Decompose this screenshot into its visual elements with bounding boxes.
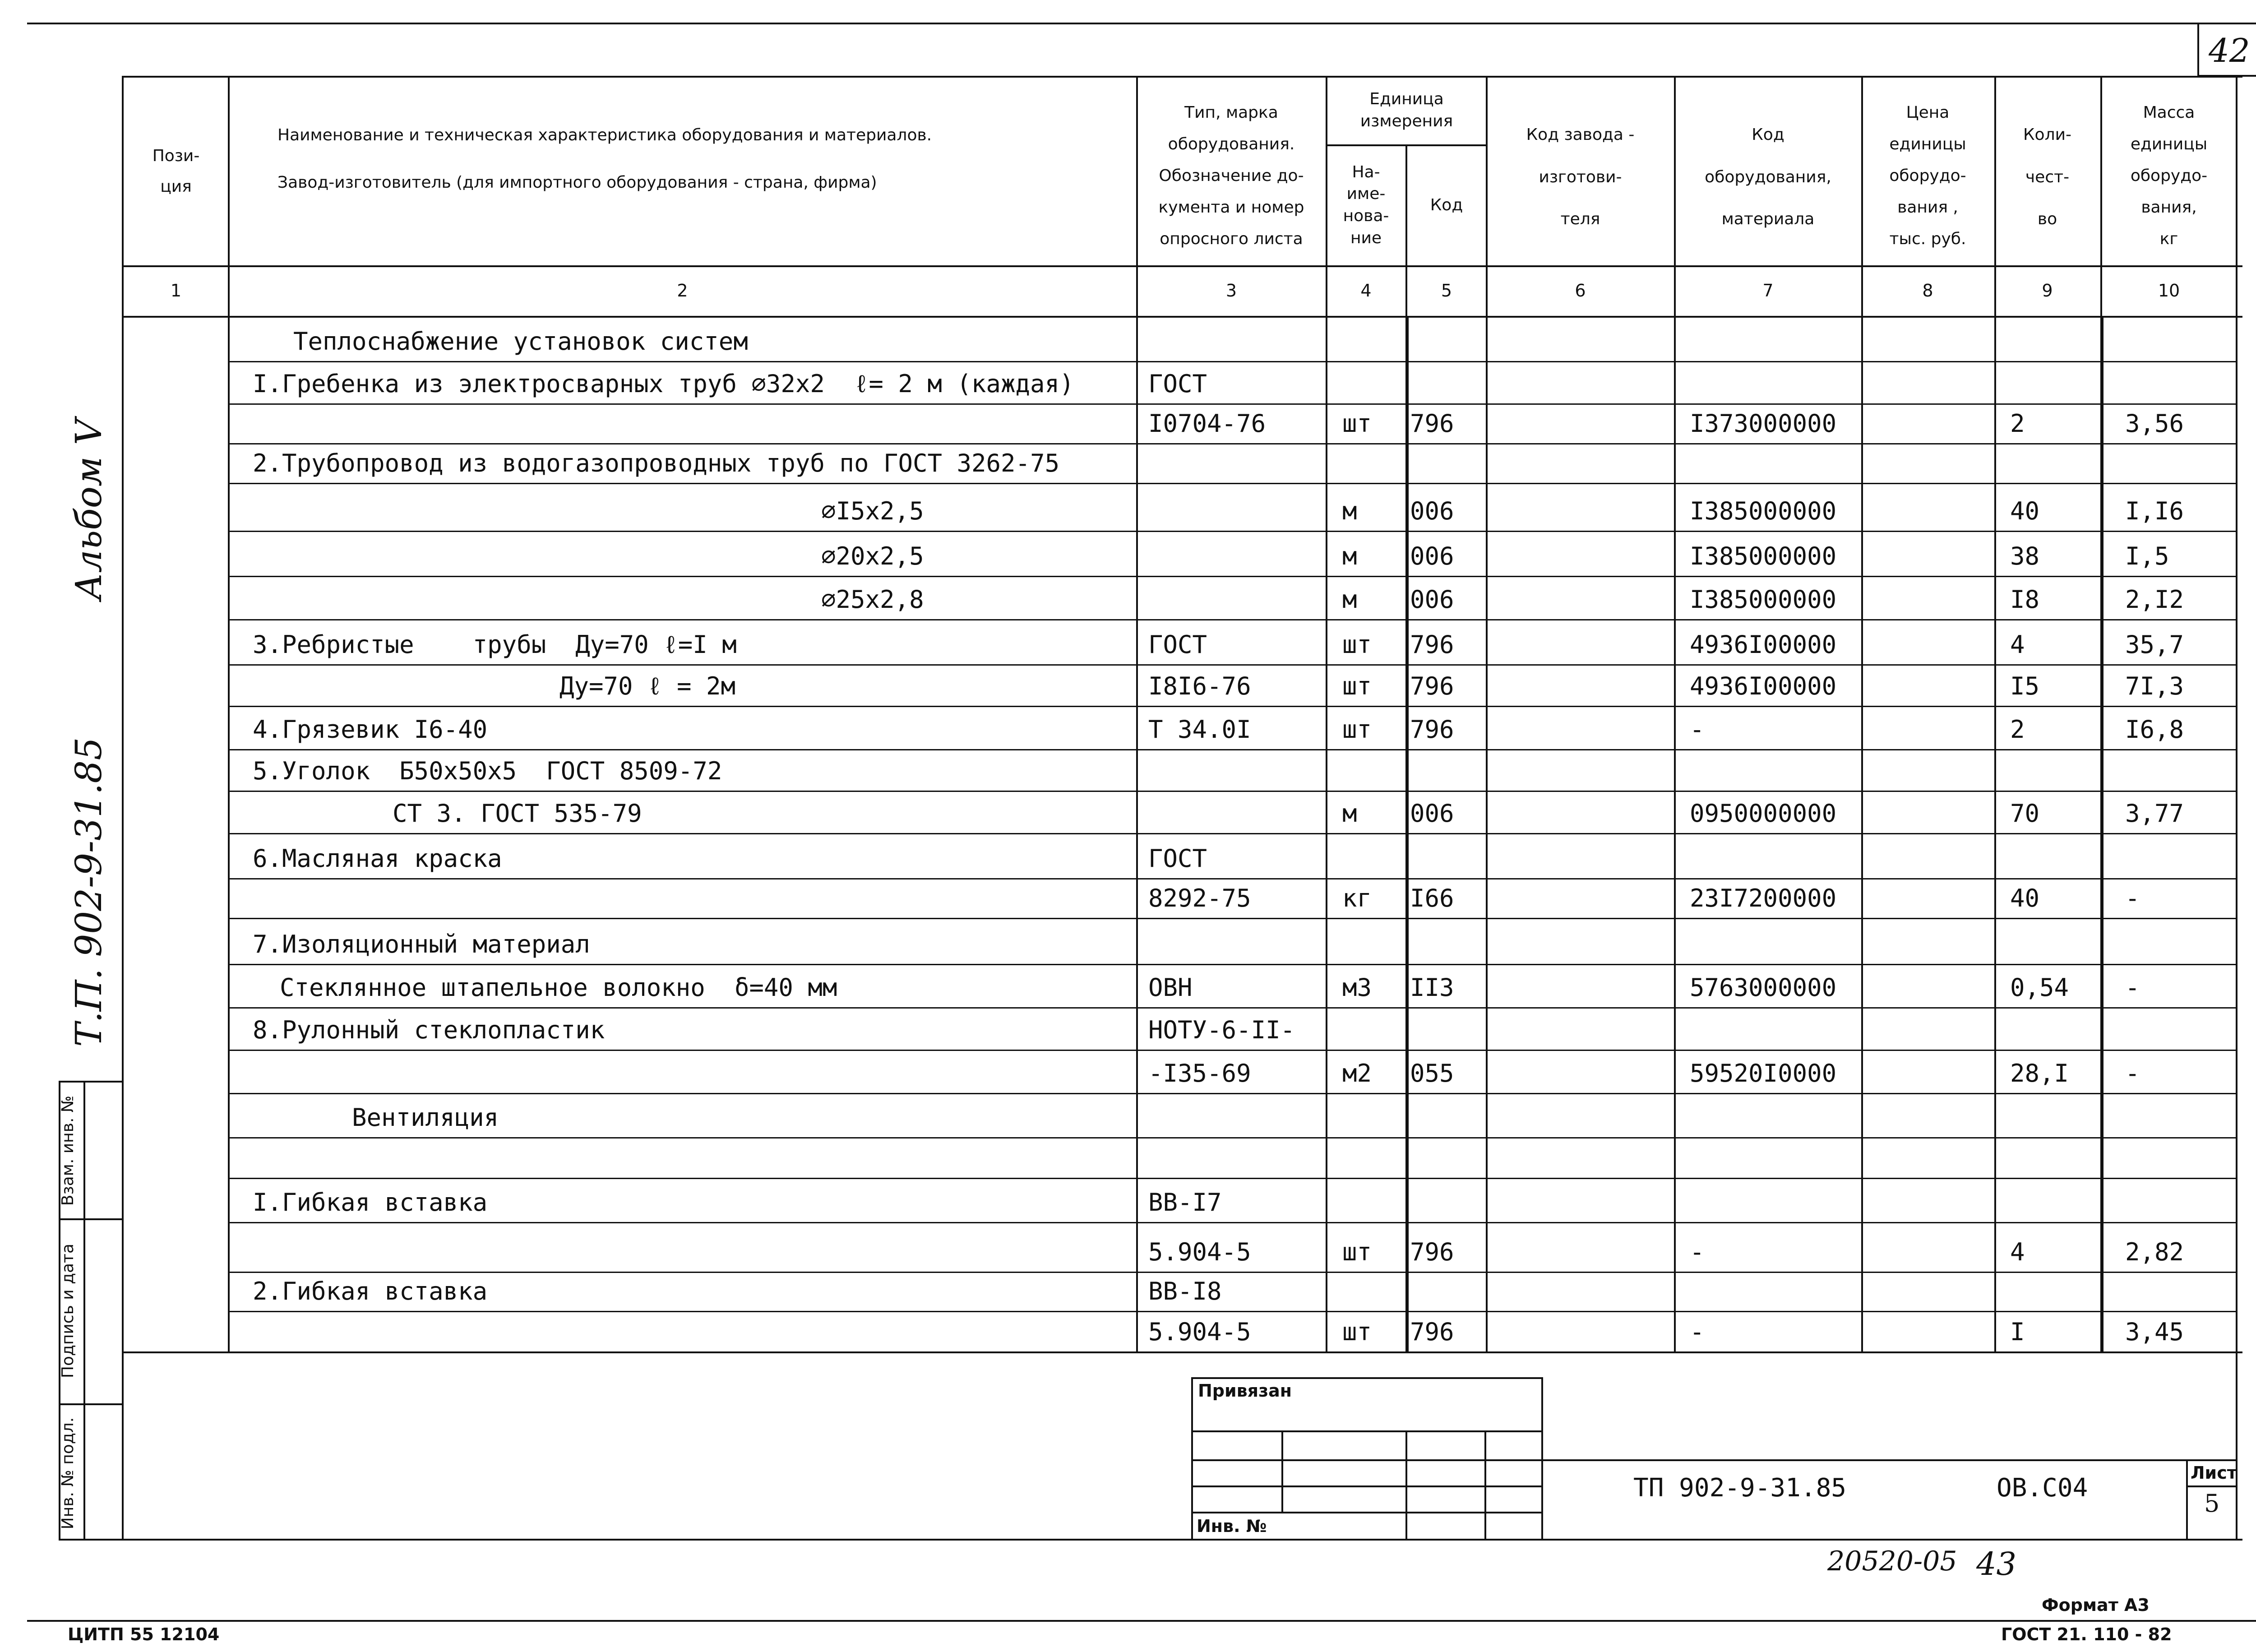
- row-c5: 796: [1410, 715, 1454, 744]
- row-c5: II3: [1410, 973, 1454, 1002]
- list-box-left: [2186, 1459, 2188, 1541]
- header-name: Наименование и техническая характеристика оборудования и материалов.: [277, 125, 932, 144]
- row-name: 3.Ребристые трубы Ду=70 ℓ=I м: [253, 630, 737, 659]
- row-c7: -: [1690, 1318, 1705, 1346]
- row-c9: 28,I: [2010, 1059, 2069, 1087]
- row-c3: ВВ-I7: [1148, 1188, 1222, 1217]
- row-separator: [228, 576, 2236, 577]
- row-c9: 40: [2010, 497, 2040, 525]
- bottom-right-gost: ГОСТ 21. 110 - 82: [2001, 1624, 2172, 1644]
- row-c7: 5763000000: [1690, 973, 1837, 1002]
- list-box-sep: [2186, 1485, 2237, 1487]
- row-c5: 796: [1410, 1318, 1454, 1346]
- tb-col-c: [1405, 1430, 1407, 1539]
- row-c9: 38: [2010, 542, 2040, 570]
- stamp-vzam: Взам. инв. №: [59, 1095, 77, 1206]
- row-name: 2.Гибкая вставка: [253, 1277, 488, 1305]
- header-unit-code: Код: [1430, 195, 1463, 214]
- row-c10: 35,7: [2125, 630, 2184, 659]
- row-separator: [228, 1007, 2236, 1009]
- row-c9: 4: [2010, 1238, 2025, 1266]
- row-c5: 055: [1410, 1059, 1454, 1087]
- row-name: 7.Изоляционный материал: [253, 930, 590, 958]
- row-c10: -: [2125, 973, 2140, 1002]
- row-c10: 3,77: [2125, 799, 2184, 828]
- header-bottom: [122, 265, 2242, 267]
- row-c5: 006: [1410, 497, 1454, 525]
- col-line-1: [228, 76, 230, 1353]
- row-c7: 23I7200000: [1690, 884, 1837, 912]
- row-separator: [228, 443, 2236, 444]
- row-c4: м: [1342, 542, 1357, 570]
- row-c9: I5: [2010, 672, 2040, 700]
- row-c9: 40: [2010, 884, 2040, 912]
- row-c4: шт: [1342, 409, 1372, 438]
- row-c10: 7I,3: [2125, 672, 2184, 700]
- row-c4: м: [1342, 799, 1357, 828]
- row-name: Вентиляция: [352, 1103, 499, 1132]
- col-num-9: 9: [2042, 281, 2053, 301]
- row-separator: [228, 1137, 2236, 1138]
- list-label: Лист: [2191, 1463, 2237, 1483]
- row-name: 8.Рулонный стеклопластик: [253, 1016, 605, 1044]
- top-rule: [27, 23, 2256, 24]
- row-separator: [228, 1093, 2236, 1094]
- tb-col-d: [1484, 1430, 1486, 1539]
- project-note: Т.П. 902-9-31.85: [68, 737, 110, 1047]
- header-manufacturer: Завод-изготовитель (для импортного оборудования - страна, фирма): [277, 173, 877, 192]
- row-c3: ВВ-I8: [1148, 1277, 1222, 1305]
- row-c10: 3,45: [2125, 1318, 2184, 1346]
- header-unit: На- име- нова- ние: [1343, 162, 1389, 247]
- row-separator: [228, 483, 2236, 484]
- sheet-corner-number: 42: [2209, 32, 2250, 69]
- row-c5: 006: [1410, 799, 1454, 828]
- tb-col-e: [1541, 1377, 1543, 1540]
- col-num-7: 7: [1762, 281, 1774, 301]
- tb-col-a: [1191, 1377, 1193, 1540]
- row-c7: I385000000: [1690, 585, 1837, 614]
- frame-right: [2236, 76, 2238, 1541]
- col-line-6: [1674, 76, 1676, 1353]
- col-line-8: [1994, 76, 1996, 1353]
- row-c3: ГОСТ: [1148, 630, 1207, 659]
- row-c3: -I35-69: [1148, 1059, 1251, 1087]
- table-top: [122, 76, 2242, 78]
- drawing-mark: ОВ.С04: [1997, 1473, 2088, 1503]
- row-c9: 4: [2010, 630, 2025, 659]
- order-number: 20520-05: [1827, 1546, 1957, 1577]
- row-name: ∅I5x2,5: [821, 497, 924, 525]
- tb-col-b: [1281, 1430, 1283, 1512]
- row-c10: 2,I2: [2125, 585, 2184, 614]
- row-c10: -: [2125, 1059, 2140, 1087]
- row-c3: НОТУ-6-II-: [1148, 1016, 1295, 1044]
- row-c10: I,5: [2125, 542, 2169, 570]
- row-c4: м3: [1342, 973, 1372, 1002]
- row-c7: -: [1690, 1238, 1705, 1266]
- header-equip-code: Код оборудования, материала: [1705, 125, 1831, 229]
- row-c10: 3,56: [2125, 409, 2184, 438]
- col-num-1: 1: [170, 281, 182, 301]
- row-separator: [228, 1272, 2236, 1273]
- row-name: 6.Масляная краска: [253, 844, 502, 873]
- page-number: 43: [1976, 1546, 2017, 1583]
- row-name: I.Гибкая вставка: [253, 1188, 488, 1217]
- row-name: ∅20x2,5: [821, 542, 924, 570]
- row-c4: шт: [1342, 630, 1372, 659]
- row-c7: I385000000: [1690, 497, 1837, 525]
- tb-row-1: [1191, 1430, 1543, 1432]
- bottom-rule: [27, 1620, 2256, 1622]
- row-c9: 0,54: [2010, 973, 2069, 1002]
- row-c5: 796: [1410, 630, 1454, 659]
- row-separator: [228, 749, 2236, 750]
- row-c7: 59520I0000: [1690, 1059, 1837, 1087]
- row-c4: шт: [1342, 1238, 1372, 1266]
- row-c3: 5.904-5: [1148, 1238, 1251, 1266]
- row-c7: 0950000000: [1690, 799, 1837, 828]
- row-separator: [228, 403, 2236, 405]
- album-note: Альбом V: [68, 419, 110, 600]
- col-num-8: 8: [1922, 281, 1933, 301]
- col-num-10: 10: [2158, 281, 2180, 301]
- tb-row-4: [1191, 1512, 1543, 1513]
- tb-main-top: [1541, 1459, 2237, 1461]
- row-c10: -: [2125, 884, 2140, 912]
- row-separator: [228, 1050, 2236, 1051]
- row-c9: 2: [2010, 409, 2025, 438]
- row-separator: [228, 833, 2236, 834]
- row-c9: 2: [2010, 715, 2025, 744]
- row-c5: 006: [1410, 542, 1454, 570]
- row-c9: I: [2010, 1318, 2025, 1346]
- inv-no-label: Инв. №: [1197, 1516, 1267, 1536]
- row-c7: I385000000: [1690, 542, 1837, 570]
- header-qty: Коли- чест- во: [2023, 125, 2071, 229]
- row-separator: [228, 706, 2236, 707]
- stamp-sep-2: [59, 1403, 123, 1405]
- row-c3: ОВН: [1148, 973, 1193, 1002]
- list-number: 5: [2204, 1489, 2220, 1518]
- row-separator: [228, 361, 2236, 362]
- col-num-6: 6: [1575, 281, 1586, 301]
- corner-box-left: [2197, 23, 2199, 77]
- format-label: Формат А3: [2042, 1595, 2150, 1615]
- row-c4: шт: [1342, 672, 1372, 700]
- row-c5: 796: [1410, 1238, 1454, 1266]
- header-mass: Масса единицы оборудо- вания, кг: [2130, 103, 2208, 249]
- col-line-3: [1326, 76, 1327, 1353]
- col-num-3: 3: [1225, 281, 1237, 301]
- row-c9: I8: [2010, 585, 2040, 614]
- row-separator: [228, 1311, 2236, 1312]
- tb-row-2: [1191, 1459, 1543, 1461]
- row-name: 2.Трубопровод из водогазопроводных труб по ГОСТ 3262-75: [253, 449, 1060, 477]
- row-separator: [228, 964, 2236, 965]
- row-separator: [228, 878, 2236, 879]
- col-num-4: 4: [1360, 281, 1372, 301]
- row-c3: 8292-75: [1148, 884, 1251, 912]
- row-c3: ГОСТ: [1148, 844, 1207, 873]
- row-name: Ду=70 ℓ = 2м: [559, 672, 736, 700]
- row-c4: шт: [1342, 1318, 1372, 1346]
- row-c9: 70: [2010, 799, 2040, 828]
- header-price: Цена единицы оборудо- вания , тыс. руб.: [1889, 103, 1966, 249]
- table-bottom: [122, 1351, 2242, 1353]
- row-name: 5.Уголок Б50x50x5 ГОСТ 8509-72: [253, 757, 722, 785]
- row-c4: шт: [1342, 715, 1372, 744]
- row-separator: [228, 918, 2236, 919]
- row-c5: 796: [1410, 409, 1454, 438]
- header-plant-code: Код завода - изготови- теля: [1526, 125, 1635, 229]
- tb-row-3: [1191, 1485, 1543, 1487]
- row-c7: -: [1690, 715, 1705, 744]
- row-c3: ГОСТ: [1148, 370, 1207, 398]
- col-line-9-bold: [2100, 316, 2103, 1353]
- header-position: Пози- ция: [152, 146, 200, 196]
- row-c7: I373000000: [1690, 409, 1837, 438]
- row-separator: [228, 1178, 2236, 1179]
- row-name: СТ 3. ГОСТ 535-79: [393, 799, 642, 828]
- row-separator: [228, 664, 2236, 666]
- row-separator: [228, 1222, 2236, 1223]
- row-c10: I,I6: [2125, 497, 2184, 525]
- tb-top: [1191, 1377, 1543, 1379]
- row-c4: кг: [1342, 884, 1372, 912]
- row-c7: 4936I00000: [1690, 672, 1837, 700]
- unit-divider: [1326, 144, 1488, 146]
- col-line-5: [1486, 76, 1488, 1353]
- row-name: ∅25x2,8: [821, 585, 924, 614]
- document-code: ТП 902-9-31.85: [1633, 1473, 1847, 1503]
- row-c3: 5.904-5: [1148, 1318, 1251, 1346]
- row-c5: 006: [1410, 585, 1454, 614]
- row-name: Теплоснабжение установок систем: [293, 327, 748, 356]
- row-c5: 796: [1410, 672, 1454, 700]
- stamp-inv: Инв. № подл.: [59, 1417, 77, 1530]
- row-c3: Т 34.0I: [1148, 715, 1251, 744]
- row-c10: 2,82: [2125, 1238, 2184, 1266]
- privyazan-label: Привязан: [1198, 1381, 1292, 1401]
- col-line-7: [1861, 76, 1863, 1353]
- row-c7: 4936I00000: [1690, 630, 1837, 659]
- stamp-mid: [83, 1081, 85, 1541]
- col-line-2: [1136, 76, 1138, 1353]
- row-c10: I6,8: [2125, 715, 2184, 744]
- row-separator: [228, 531, 2236, 532]
- header-unit-group: Единица измерения: [1360, 90, 1453, 130]
- row-c4: м: [1342, 585, 1357, 614]
- row-c3: I8I6-76: [1148, 672, 1251, 700]
- numbers-bottom: [122, 316, 2242, 318]
- bottom-left-code: ЦИТП 55 12104: [68, 1624, 220, 1644]
- row-separator: [228, 791, 2236, 792]
- stamp-podpis: Подпись и дата: [59, 1243, 77, 1379]
- frame-bottom: [59, 1539, 2242, 1541]
- row-separator: [228, 619, 2236, 620]
- header-type: Тип, марка оборудования. Обозначение до- кумента и номер опросного листа: [1158, 103, 1304, 249]
- row-c4: м2: [1342, 1059, 1372, 1087]
- row-name: I.Гребенка из электросварных труб ∅32x2 ℓ= 2 м (каждая): [253, 370, 1074, 398]
- row-name: Стеклянное штапельное волокно δ=40 мм: [280, 973, 837, 1002]
- col-num-5: 5: [1441, 281, 1452, 301]
- row-c3: I0704-76: [1148, 409, 1266, 438]
- row-c4: м: [1342, 497, 1357, 525]
- col-line-4-bold: [1405, 316, 1409, 1353]
- frame-left: [122, 76, 124, 1541]
- col-num-2: 2: [677, 281, 688, 301]
- row-c5: I66: [1410, 884, 1454, 912]
- row-name: 4.Грязевик I6-40: [253, 715, 488, 744]
